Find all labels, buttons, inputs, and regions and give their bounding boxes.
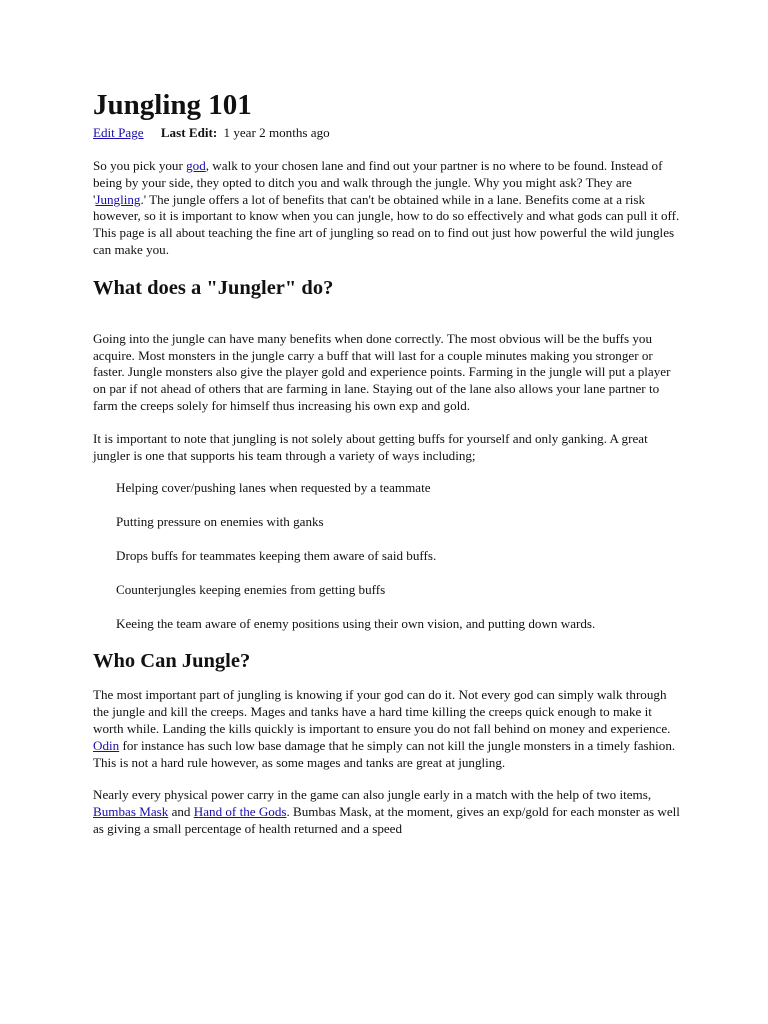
jungler-duties-list (93, 480, 683, 632)
odin-link[interactable]: Odin (93, 737, 120, 753)
list-item: Drops buffs for teammates keeping them aware of said buffs. (116, 547, 437, 563)
carry-text-2: and (168, 804, 194, 820)
who-text-1: The most important part of jungling is knowing if your god can do it. Not every god can simply walk through the jungle and kill the creeps. Mages and tanks have a hard time killing the creeps quick enough to make it worth while. Landing the kills quickly is important to ensure you do not fall behind on money and experience. (93, 687, 671, 736)
jungling-link[interactable]: Jungling (95, 191, 141, 207)
carry-text-1: Nearly every physical power carry in the game can also jungle early in a match with the help of two items, (93, 787, 652, 803)
section-heading-who-can-jungle: Who Can Jungle? (93, 650, 251, 673)
last-edit-value: 1 year 2 months ago (223, 125, 330, 140)
page-meta (93, 124, 683, 141)
last-edit-label: Last Edit: (160, 125, 218, 140)
list-item: Keeing the team aware of enemy positions using their own vision, and putting down wards. (116, 615, 596, 631)
god-link[interactable]: god (186, 158, 206, 173)
list-item: Helping cover/pushing lanes when requested by a teammate (116, 480, 431, 496)
intro-paragraph (93, 158, 683, 259)
section-heading-jungler-role: What does a "Jungler" do? (93, 276, 334, 299)
intro-text-1: So you pick your (93, 158, 187, 173)
carry-text-3: . Bumbas Mask, at the moment, gives an exp/gold for each monster as well as giving a small percentage of health returned and a speed (93, 804, 680, 836)
intro-text-2: , walk to your chosen lane and find out your partner is no where to be found. Instead of being by your side, they opted to ditch you and walk through the jungle. Why you might ask? They are ' (93, 158, 663, 207)
hand-of-the-gods-link[interactable]: Hand of the Gods (193, 804, 287, 820)
list-item: Counterjungles keeping enemies from getting buffs (116, 581, 386, 597)
article (93, 86, 683, 854)
edit-page-link[interactable]: Edit Page (93, 125, 144, 140)
who-text-2: for instance has such low base damage that he simply can not kill the jungle monsters in a timely fashion. This is not a hard rule however, as some mages and tanks are great at jungling. (93, 737, 676, 770)
page-title: Jungling 101 (93, 89, 252, 121)
intro-text-3: .' The jungle offers a lot of benefits that can't be obtained while in a lane. Benefits come at a risk however, so it is important to know when you can jungle, how to do so effectively and what gods can pull it off. This page is all about teaching the fine art of jungling so read on to find out just how powerful the wild jungles can make you. (93, 191, 680, 257)
bumbas-mask-link[interactable]: Bumbas Mask (93, 804, 169, 820)
list-item: Putting pressure on enemies with ganks (116, 514, 324, 530)
jungler-support-paragraph: It is important to note that jungling is not solely about getting buffs for yourself and only ganking. A great jungler is one that supports his team through a variety of ways including; (93, 430, 648, 463)
physical-carry-paragraph (93, 787, 683, 837)
jungler-benefits-paragraph: Going into the jungle can have many benefits when done correctly. The most obvious will be the buffs you acquire. Most monsters in the jungle carry a buff that will last for a couple minutes making you stronger or faster. Jungle monsters also give the player gold and experience points. Farming in the jungle will put a player on par if not ahead of others that are farming in lane. Staying out of the lane also allows your lane partner to farm the creeps solely for himself thus increasing his own exp and gold. (93, 330, 671, 413)
who-can-jungle-paragraph (93, 687, 683, 771)
